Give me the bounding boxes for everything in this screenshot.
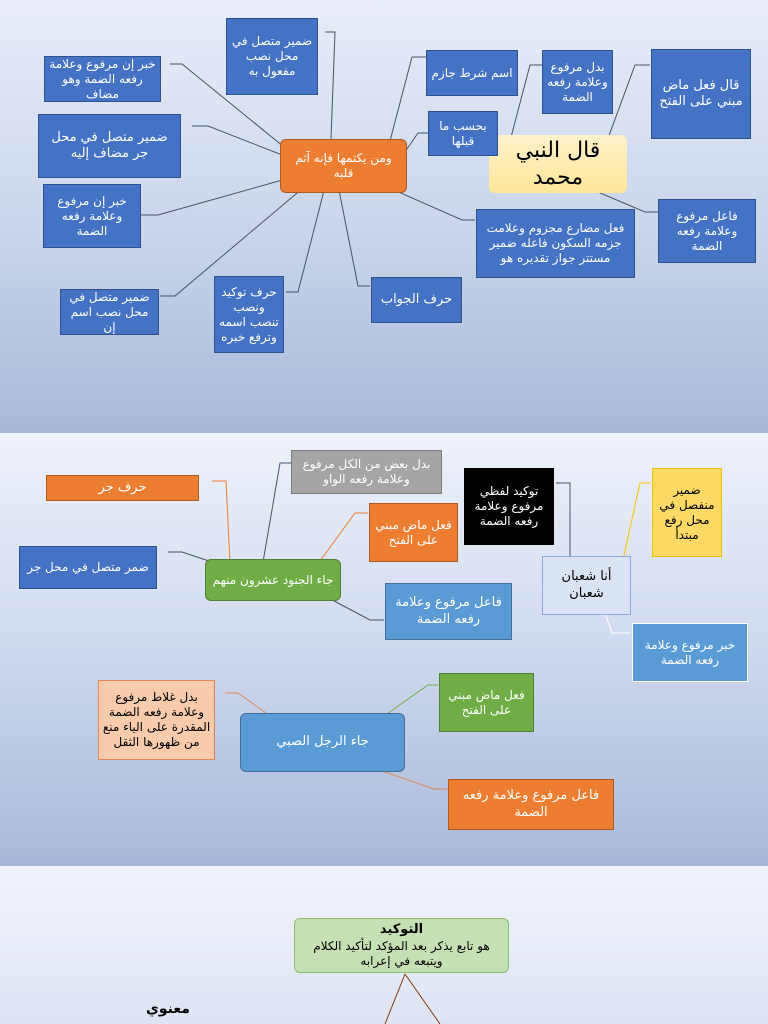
sentence-jaa-al-junud: جاء الجنود عشرون منهم (205, 559, 341, 601)
node-harf-jawab: حرف الجواب (371, 277, 462, 323)
sentence-jaa-al-rajul: جاء الرجل الصبي (240, 713, 405, 772)
definition-text: هو تابع يذكر بعد المؤكد لتأكيد الكلام ويتبعه في إعرابه (313, 938, 490, 968)
node-bihasab: بحسب ما قبلها (428, 111, 498, 156)
node-badal-ghalat: بدل غلاط مرفوع وعلامة رفعه الضمة المقدرة على الياء منع من ظهورها الثقل (98, 680, 215, 760)
slide-title: قال النبي محمد (489, 135, 627, 193)
slide-3 (0, 866, 768, 1024)
node-fiil-madi: فعل ماض مبني على الفتح (369, 503, 458, 562)
node-ism-shart: اسم شرط جازم (426, 50, 518, 96)
definition-box (294, 918, 509, 973)
slide-2 (0, 433, 768, 866)
node-fail-marfoo-3: فاعل مرفوع وعلامة رفعه الضمة (448, 779, 614, 830)
node-harf-jar: حرف جر (46, 475, 199, 501)
node-fail-marfoo: فاعل مرفوع وعلامة رفعه الضمة (658, 199, 756, 263)
node-damir-jar: ضمير متصل في محل جر مضاف إليه (38, 114, 181, 178)
node-tawkid-lafzi: توكيد لفظي مرفوع وعلامة رفعه الضمة (464, 468, 554, 545)
node-damir-jar-2: ضمر متصل في محل جر (19, 546, 157, 589)
node-damir-munfasil: ضمير منفصل في محل رفع مبتدأ (652, 468, 722, 557)
node-badal-baad: بدل بعض من الكل مرفوع وعلامة رفعه الواو (291, 450, 442, 494)
sentence-ana-shaaban: أنا شعبان شعبان (542, 556, 631, 615)
node-khabar-inna-top: خبر إن مرفوع وعلامة رفعه الضمة وهو مضاف (44, 56, 161, 102)
node-badal: بدل مرفوع وعلامة رفعه الضمة (542, 50, 613, 114)
slide-1 (0, 0, 768, 433)
definition-heading: التوكيد (379, 922, 424, 938)
node-damir-mafool: ضمير متصل في محل نصب مفعول به (226, 18, 318, 95)
node-fiil-madi-2: فعل ماض مبني على الفتح (439, 673, 534, 732)
node-khabar-inna: خبر إن مرفوع وعلامة رفعه الضمة (43, 184, 141, 248)
node-fiil-mudari: فعل مضارع مجزوم وعلامت جزمه السكون فاعله ضمير مستتر جواز تقديره هو (476, 209, 635, 278)
node-qala: قال فعل ماض مبني على الفتح (651, 49, 751, 139)
node-harf-tawkid: حرف توكيد ونصب تنصب اسمه وترفع خبره (214, 276, 284, 353)
center-sentence: ومن يكتمها فإنه آثم قلبه (280, 139, 407, 193)
node-damir-ism-inna: ضمير متصل في محل نصب اسم إن (60, 289, 159, 335)
node-khabar-marfoo: خبر مرفوع وعلامة رفعه الضمة (632, 623, 748, 682)
node-fail-marfoo-2: فاعل مرفوع وعلامة رفعه الضمة (385, 583, 512, 640)
branch-manawi: معنوي (146, 1001, 190, 1017)
